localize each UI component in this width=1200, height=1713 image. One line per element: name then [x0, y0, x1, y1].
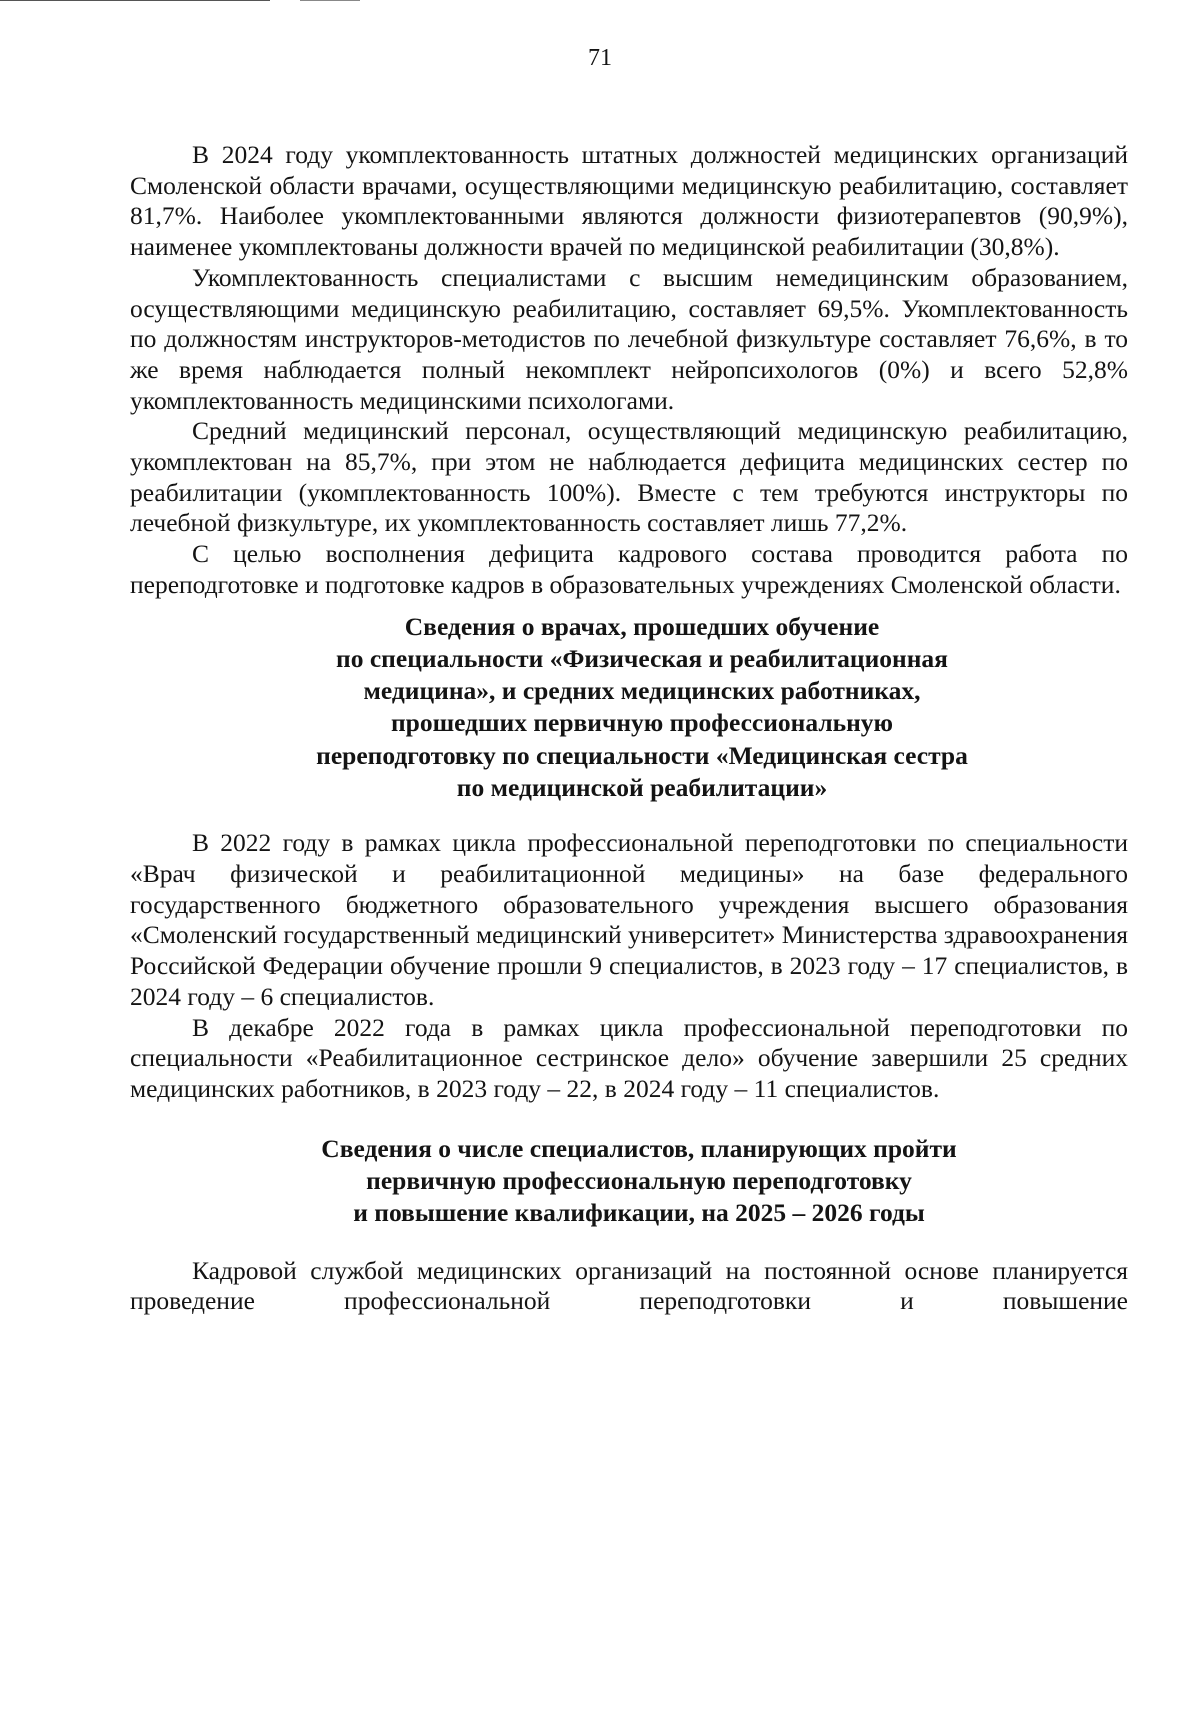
section-heading-training	[130, 611, 1128, 805]
document-body	[130, 140, 1128, 1317]
spacer	[130, 804, 1128, 828]
paragraph-nurses-trained: В декабре 2022 года в рамках цикла профессиональной переподготовки по специальности «Реабилитационное сестринское дело» обучение завершили 25 средних медицинских работников, в 2023 году – 22, в 2024 году – 11 специалистов.	[130, 1012, 1128, 1103]
scan-edge-line	[0, 0, 270, 1]
page-number: 71	[588, 45, 612, 71]
heading-line: и повышение квалификации, на 2025 – 2026 годы	[353, 1198, 925, 1228]
section-heading-planned-training	[130, 1133, 1128, 1230]
heading-line: переподготовку по специальности «Медицинская сестра	[316, 740, 968, 770]
paragraph-retraining-intro: С целью восполнения дефицита кадрового состава проводится работа по переподготовке и подготовке кадров в образовательных учреждениях Смоленской области.	[130, 539, 1128, 599]
heading-line: Сведения о числе специалистов, планирующих пройти	[321, 1133, 957, 1163]
heading-line: по специальности «Физическая и реабилитационная	[336, 643, 948, 673]
paragraph-doctors-trained: В 2022 году в рамках цикла профессиональной переподготовки по специальности «Врач физической и реабилитационной медицины» на базе федерального государственного бюджетного образовательного учреждения высшего образования «Смоленский государственный медицинский университет» Министерства здравоохранения Российской Федерации обучение прошли 9 специалистов, в 2023 году – 17 специалистов, в 2024 году – 6 специалистов.	[130, 828, 1128, 1011]
heading-line: Сведения о врачах, прошедших обучение	[404, 611, 880, 641]
paragraph-staffing-doctors: В 2024 году укомплектованность штатных должностей медицинских организаций Смоленской области врачами, осуществляющими медицинскую реабилитацию, составляет 81,7%. Наиболее укомплектованными являются должности физиотерапевтов (90,9%), наименее укомплектованы должности врачей по медицинской реабилитации (30,8%).	[130, 140, 1128, 262]
paragraph-staffing-non-medical: Укомплектованность специалистами с высшим немедицинским образованием, осуществляющими медицинскую реабилитацию, составляет 69,5%. Укомплектованность по должностям инструкторов-методистов по лечебной физкультуре составляет 76,6%, в то же время наблюдается полный некомплект нейропсихологов (0%) и всего 52,8% укомплектованность медицинскими психологами.	[130, 262, 1128, 415]
heading-line: прошедших первичную профессиональную	[390, 708, 894, 738]
spacer	[130, 1230, 1128, 1256]
heading-line: первичную профессиональную переподготовку	[366, 1165, 912, 1195]
paragraph-hr-planning: Кадровой службой медицинских организаций на постоянной основе планируется проведение профессиональной переподготовки и повышение	[130, 1255, 1128, 1316]
heading-line: по медицинской реабилитации»	[456, 773, 828, 803]
scan-edge-line	[300, 0, 360, 1]
paragraph-staffing-nurses: Средний медицинский персонал, осуществляющий медицинскую реабилитацию, укомплектован на 85,7%, при этом не наблюдается дефицита медицинских сестер по реабилитации (укомплектованность 100%). Вместе с тем требуются инструкторы по лечебной физкультуре, их укомплектованность составляет лишь 77,2%.	[130, 416, 1128, 538]
heading-line: медицина», и средних медицинских работниках,	[363, 676, 921, 706]
